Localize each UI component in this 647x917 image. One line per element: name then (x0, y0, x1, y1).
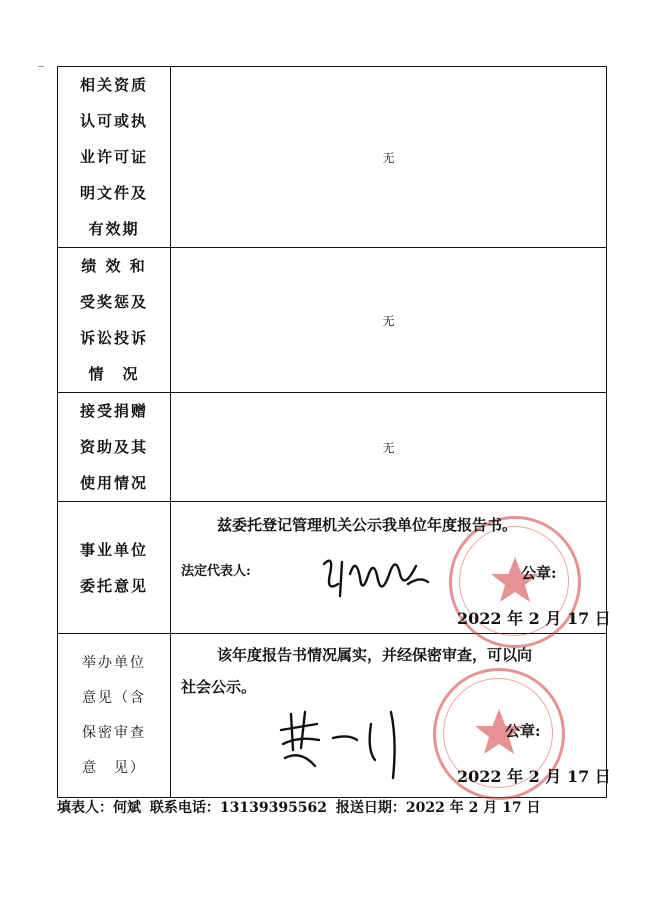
signature-sponsor (271, 700, 431, 784)
label-line: 诉讼投诉 (79, 329, 148, 347)
table-row-performance (58, 248, 607, 393)
row-label (58, 634, 171, 798)
sponsor-text-line2: 社会公示。 (181, 678, 257, 696)
form-footer (57, 797, 544, 817)
corner-mark (38, 66, 44, 67)
report-date: 报送日期：2022 年 2 月 17 日 (335, 800, 541, 816)
label-line: 保密审查 (82, 724, 146, 741)
row-value: 无 (171, 248, 607, 393)
label-line: 情 况 (88, 365, 140, 383)
legal-rep-label: 法定代表人: (181, 564, 251, 579)
label-line: 相关资质 (79, 76, 148, 94)
sponsor-text-line1: 该年度报告书情况属实，并经保密审查，可以向 (217, 646, 533, 664)
row-label (58, 248, 171, 393)
row-label (58, 67, 171, 248)
label-line: 委托意见 (79, 576, 148, 595)
table-row-entrust (58, 502, 607, 634)
table-row-donations (58, 393, 607, 502)
row-value: 无 (171, 393, 607, 502)
entrust-text: 兹委托登记管理机关公示我单位年度报告书。 (217, 516, 518, 534)
row-label (58, 393, 171, 502)
entrust-opinion (171, 502, 611, 634)
signature-legal-rep (316, 544, 436, 604)
label-line: 绩 效 和 (81, 257, 147, 275)
seal-label: 公章: (505, 722, 541, 740)
label-line: 业许可证 (79, 148, 148, 166)
label-line: 事业单位 (79, 540, 148, 559)
label-line: 受奖惩及 (79, 293, 148, 311)
label-line: 有效期 (88, 220, 140, 238)
label-line: 意 见） (82, 759, 146, 776)
label-line: 认可或执 (79, 112, 148, 130)
label-line: 资助及其 (79, 438, 148, 456)
table-row-qualification (58, 67, 607, 248)
sponsor-opinion (171, 634, 611, 798)
contact-phone: 联系电话：13139395562 (149, 800, 328, 816)
sponsor-date: 2022 年 2 月 17 日 (457, 767, 611, 786)
entrust-date: 2022 年 2 月 17 日 (457, 609, 611, 628)
seal-label: 公章: (521, 564, 557, 582)
label-line: 明文件及 (79, 184, 148, 202)
label-line: 接受捐赠 (79, 402, 148, 420)
row-value: 无 (171, 67, 607, 248)
report-table (57, 66, 611, 798)
label-line: 使用情况 (79, 474, 148, 492)
filler-name: 填表人：何斌 (57, 800, 141, 816)
label-line: 意见（含 (82, 689, 146, 706)
table-row-sponsor (58, 634, 607, 798)
label-line: 举办单位 (82, 654, 146, 671)
row-label (58, 502, 171, 634)
